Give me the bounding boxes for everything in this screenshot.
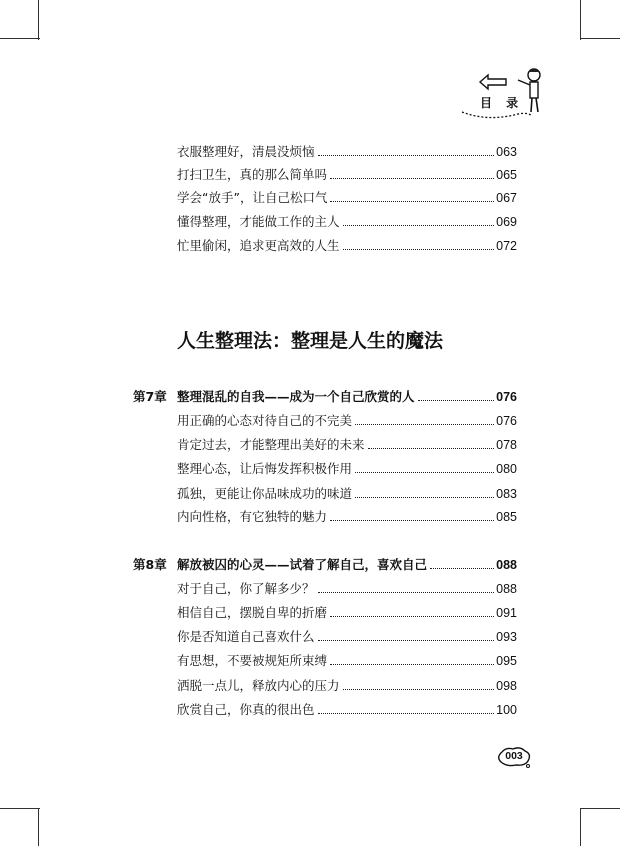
leader-dots	[318, 640, 495, 641]
entry-title: 对于自己，你了解多少？	[177, 581, 315, 596]
entry-title: 孤独，更能让你品味成功的味道	[177, 486, 353, 501]
leader-dots	[430, 568, 494, 569]
toc-header-label: 目 录	[480, 96, 524, 110]
leader-dots	[330, 201, 494, 202]
toc-entry[interactable]	[177, 143, 517, 161]
chapter-heading[interactable]	[133, 388, 517, 406]
leader-dots	[330, 664, 494, 665]
entry-page: 091	[496, 606, 517, 620]
entry-page: 072	[496, 239, 517, 253]
toc-entry[interactable]	[177, 628, 517, 646]
toc-entry[interactable]	[177, 652, 517, 670]
leader-dots	[368, 448, 495, 449]
entry-title: 懂得整理，才能做工作的主人	[177, 214, 340, 229]
entry-title: 相信自己，摆脱自卑的折磨	[177, 605, 328, 620]
toc-entry[interactable]	[177, 485, 517, 503]
crop-mark	[580, 808, 620, 809]
entry-title: 有思想，不要被规矩所束缚	[177, 653, 328, 668]
entry-title: 衣服整理好，清晨没烦恼	[177, 144, 315, 159]
entry-title: 学会“放手”，让自己松口气	[177, 190, 328, 205]
entry-page: 098	[496, 679, 517, 693]
part-title: 人生整理法：整理是人生的魔法	[176, 330, 443, 352]
toc-entry[interactable]	[177, 436, 517, 454]
page-number: 003	[505, 750, 523, 762]
leader-dots	[355, 497, 494, 498]
chapter-label: 第8章	[133, 557, 167, 572]
crop-mark	[38, 808, 39, 846]
entry-page: 088	[496, 582, 517, 596]
leader-dots	[355, 472, 494, 473]
entry-title: 内向性格，有它独特的魅力	[177, 509, 328, 524]
crop-mark	[0, 38, 40, 39]
entry-page: 095	[496, 654, 517, 668]
entry-page: 083	[496, 487, 517, 501]
crop-mark	[38, 0, 39, 40]
leader-dots	[330, 520, 494, 521]
leader-dots	[330, 616, 494, 617]
toc-entry[interactable]	[177, 213, 517, 231]
toc-entry[interactable]	[177, 166, 517, 184]
chapter-page: 076	[496, 390, 517, 404]
chapter-title: 解放被囚的心灵——试着了解自己，喜欢自己	[177, 557, 428, 572]
toc-entry[interactable]	[177, 701, 517, 719]
crop-mark	[580, 808, 581, 846]
entry-title: 欣赏自己，你真的很出色	[177, 702, 315, 717]
entry-title: 肯定过去，才能整理出美好的未来	[177, 437, 365, 452]
leader-dots	[318, 155, 495, 156]
toc-entry[interactable]	[177, 580, 517, 598]
leader-dots	[318, 713, 495, 714]
toc-entry[interactable]	[177, 604, 517, 622]
toc-entry[interactable]	[177, 460, 517, 478]
entry-title: 忙里偷闲，追求更高效的人生	[177, 238, 340, 253]
entry-title: 用正确的心态对待自己的不完美	[177, 413, 353, 428]
chapter-page: 088	[496, 558, 517, 572]
toc-entry[interactable]	[177, 412, 517, 430]
leader-dots	[355, 424, 494, 425]
entry-page: 100	[496, 703, 517, 717]
crop-mark	[0, 808, 40, 809]
entry-page: 069	[496, 215, 517, 229]
chapter-label: 第7章	[133, 389, 167, 404]
chapter-heading[interactable]	[133, 556, 517, 574]
leader-dots	[343, 689, 495, 690]
entry-page: 085	[496, 510, 517, 524]
crop-mark	[580, 0, 581, 40]
leader-dots	[418, 400, 495, 401]
entry-title: 你是否知道自己喜欢什么	[177, 629, 315, 644]
entry-page: 078	[496, 438, 517, 452]
entry-page: 093	[496, 630, 517, 644]
entry-page: 080	[496, 462, 517, 476]
toc-entry[interactable]	[177, 677, 517, 695]
toc-entry[interactable]	[177, 189, 517, 207]
chapter-title: 整理混乱的自我——成为一个自己欣赏的人	[177, 389, 415, 404]
crop-mark	[580, 38, 620, 39]
leader-dots	[343, 225, 495, 226]
toc-entry[interactable]	[177, 508, 517, 526]
entry-page: 063	[496, 145, 517, 159]
leader-dots	[330, 178, 494, 179]
toc-entry[interactable]	[177, 237, 517, 255]
entry-title: 洒脱一点儿，释放内心的压力	[177, 678, 340, 693]
leader-dots	[318, 592, 495, 593]
leader-dots	[343, 249, 495, 250]
entry-title: 打扫卫生，真的那么简单吗	[177, 167, 328, 182]
entry-page: 067	[496, 191, 517, 205]
entry-page: 076	[496, 414, 517, 428]
entry-page: 065	[496, 168, 517, 182]
entry-title: 整理心态，让后悔发挥积极作用	[177, 461, 353, 476]
cartoon-figure-illustration	[458, 60, 558, 124]
